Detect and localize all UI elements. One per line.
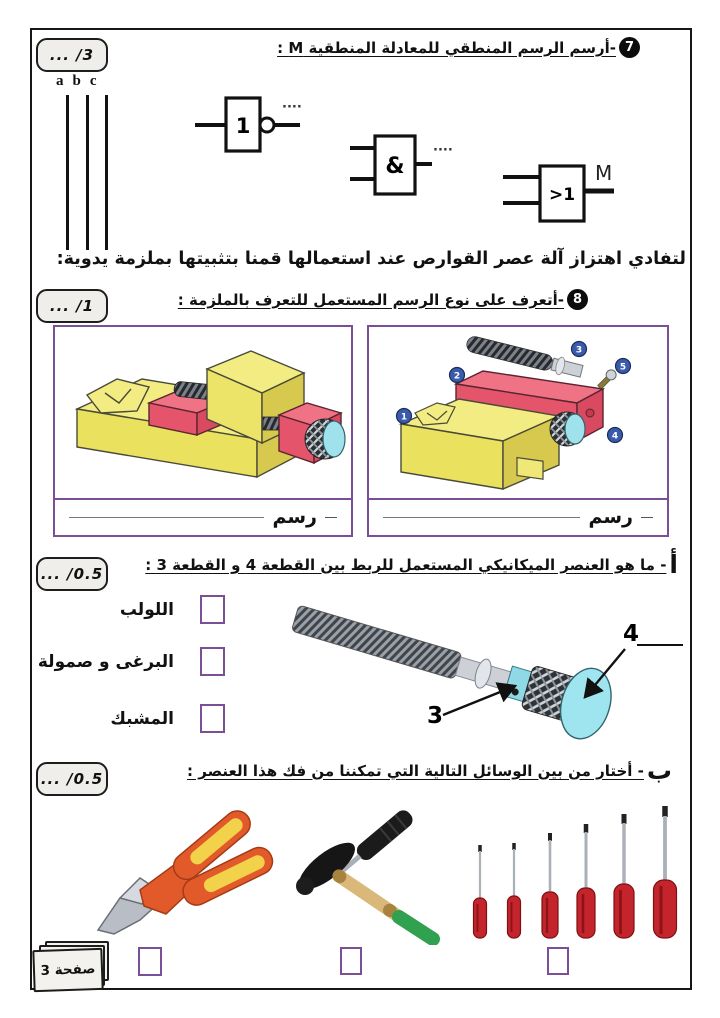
tool-checkbox-pliers[interactable] — [138, 947, 162, 976]
qa-score-value: ... /0.5 — [40, 565, 104, 583]
qb-letter: ب — [646, 756, 672, 785]
qa-option-row-1 — [120, 595, 225, 624]
balloon-3-number: 3 — [575, 345, 583, 356]
qb-title: - أختار من بين الوسائل التالية التي تمكننا من فك هذا العنصر : — [187, 761, 644, 780]
exploded-answer-line[interactable] — [383, 517, 580, 518]
balloon-1-number: 1 — [400, 412, 408, 423]
page-number-stack — [33, 941, 113, 991]
context-sentence: لتفادي اهتزاز آلة عصر القوارص عند استعمالها قمنا بتثبيتها بملزمة يدوية: — [56, 249, 686, 269]
qa-score-box — [36, 557, 108, 591]
qa-option-row-2 — [38, 647, 225, 676]
q7-number-badge: 7 — [619, 37, 640, 58]
q7-score-value: ... /3 — [49, 46, 95, 64]
q7-title-row — [277, 37, 640, 58]
qa-letter: أ — [669, 550, 678, 579]
tool-checkbox-screwdrivers[interactable] — [547, 947, 569, 975]
figure-arrow-3 — [443, 686, 515, 715]
q8-title-row — [178, 289, 588, 310]
hammer-and-screwdriver-image — [283, 800, 463, 945]
assembled-caption-word: رسم — [272, 506, 317, 528]
tool-checkbox-hammer[interactable] — [340, 947, 362, 975]
not-bubble — [260, 118, 274, 132]
pliers-image — [80, 802, 275, 942]
assembled-drawing-box — [53, 325, 353, 537]
screwdrivers — [474, 806, 677, 938]
page-number-label: صفحة 3 — [32, 948, 103, 992]
input-label-a: a — [56, 73, 64, 89]
qb-score-box — [36, 762, 108, 796]
qa-title: - ما هو العنصر الميكانيكي المستعمل للربط بين القطعة 4 و القطعة 3 : — [145, 555, 667, 574]
not-gate-symbol: 1 — [235, 114, 251, 138]
not-output-dots: ···· — [282, 100, 302, 115]
signal-line-c — [105, 95, 108, 250]
balloon-4-number: 4 — [611, 431, 619, 442]
signal-line-b — [86, 95, 89, 250]
assembled-caption-strip — [55, 498, 351, 535]
screwdriver-set-image — [462, 796, 697, 941]
q8-score-value: ... /1 — [49, 297, 95, 315]
logic-gates-diagram — [150, 88, 650, 233]
option-checkbox-clip[interactable] — [200, 704, 225, 733]
exploded-vise-image — [371, 329, 664, 497]
option-label-bolt-nut: البرغى و صمولة — [37, 651, 174, 672]
or-output-label: M — [595, 161, 613, 185]
q7-score-box — [36, 38, 108, 72]
logic-input-labels — [56, 73, 97, 90]
assembled-vise-image — [57, 331, 347, 496]
q8-title: -أتعرف على نوع الرسم المستعمل للتعرف بالملزمة : — [177, 290, 564, 309]
q8-score-box — [36, 289, 108, 323]
assembled-answer-line[interactable] — [69, 517, 264, 518]
signal-line-a — [66, 95, 69, 250]
q7-title: -أرسم الرسم المنطقي للمعادلة المنطقية M : — [277, 38, 616, 57]
option-checkbox-bolt-nut[interactable] — [200, 647, 225, 676]
exploded-drawing-box — [367, 325, 669, 537]
balloon-5-number: 5 — [619, 362, 627, 373]
qb-title-row — [187, 758, 672, 783]
input-label-b: b — [72, 73, 81, 89]
caption-dash — [641, 517, 653, 518]
figure-label-4: 4 — [623, 621, 640, 647]
exploded-caption-strip — [369, 498, 667, 535]
balloon-2-number: 2 — [453, 371, 461, 382]
and-gate-symbol: & — [385, 154, 405, 179]
qb-score-value: ... /0.5 — [40, 770, 104, 788]
caption-dash — [325, 517, 337, 518]
screw-knob-figure — [285, 593, 690, 753]
q8-number-badge: 8 — [567, 289, 588, 310]
or-gate-symbol: >1 — [548, 185, 576, 205]
option-label-lawlab: اللولب — [119, 599, 174, 620]
qa-option-row-3 — [110, 704, 225, 733]
option-label-clip: المشبك — [110, 708, 174, 729]
qa-title-row — [145, 552, 678, 577]
exploded-caption-word: رسم — [588, 506, 633, 528]
option-checkbox-lawlab[interactable] — [200, 595, 225, 624]
input-label-c: c — [89, 73, 97, 89]
and-output-dots: ···· — [433, 143, 453, 158]
figure-label-3: 3 — [427, 703, 444, 729]
